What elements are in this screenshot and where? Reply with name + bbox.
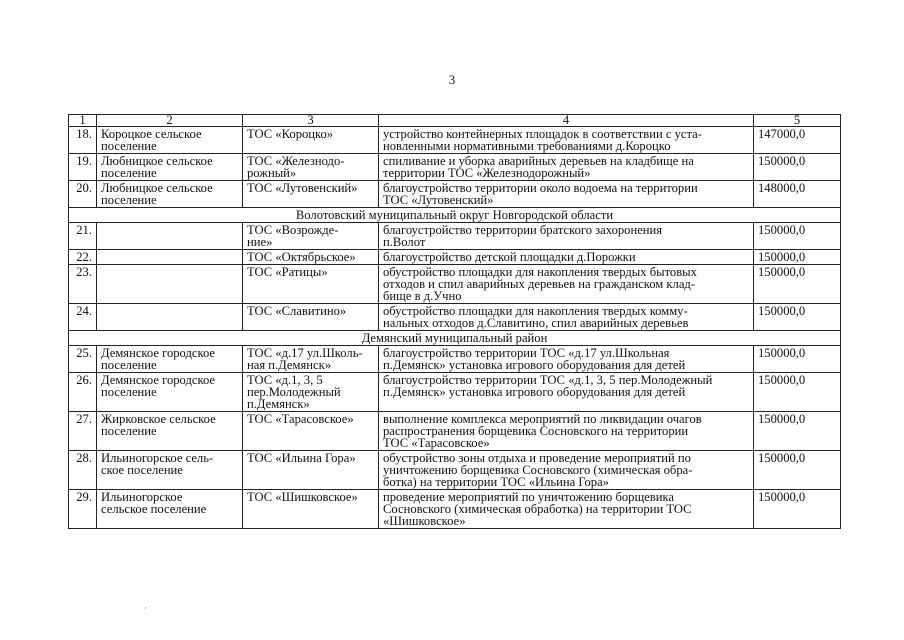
header-col-3: 3 — [243, 115, 379, 127]
row-number: 27. — [69, 412, 97, 451]
section-heading: Демянский муниципальный район — [69, 331, 841, 346]
activity-cell: благоустройство территории братского захоронения п.Волот — [379, 223, 754, 250]
tos-cell: ТОС «Славитино» — [243, 304, 379, 331]
activity-cell: обустройство площадки для накопления твердых бытовых отходов и спил аварийных деревьев на гражданском клад- бище в д.Учно — [379, 265, 754, 304]
row-number: 21. — [69, 223, 97, 250]
row-number: 23. — [69, 265, 97, 304]
tos-cell: ТОС «Короцко» — [243, 127, 379, 154]
activity-cell: благоустройство детской площадки д.Порожки — [379, 250, 754, 265]
footer-mark: · — [144, 603, 147, 613]
activity-cell: благоустройство территории около водоема на территории ТОС «Лутовенский» — [379, 181, 754, 208]
header-col-1: 1 — [69, 115, 97, 127]
table-row — [69, 412, 841, 451]
table-row — [69, 373, 841, 412]
settlement-cell: Жирковское сельское поселение — [97, 412, 243, 451]
amount-cell: 148000,0 — [754, 181, 841, 208]
row-number: 24. — [69, 304, 97, 331]
table-header-row — [69, 115, 841, 127]
table-row — [69, 250, 841, 265]
tos-cell: ТОС «д.17 ул.Школь- ная п.Демянск» — [243, 346, 379, 373]
header-col-5: 5 — [754, 115, 841, 127]
header-col-4: 4 — [379, 115, 754, 127]
table-row — [69, 304, 841, 331]
settlement-cell — [97, 223, 243, 250]
header-col-2: 2 — [97, 115, 243, 127]
activity-cell: проведение мероприятий по уничтожению борщевика Сосновского (химическая обработка) на территории ТОС «Шишковское» — [379, 490, 754, 529]
tos-cell: ТОС «Железнодо- рожный» — [243, 154, 379, 181]
activity-cell: спиливание и уборка аварийных деревьев на кладбище на территории ТОС «Железнодорожный» — [379, 154, 754, 181]
settlement-cell: Ильиногорское сель- ское поселение — [97, 451, 243, 490]
tos-cell: ТОС «д.1, 3, 5 пер.Молодежный п.Демянск» — [243, 373, 379, 412]
row-number: 18. — [69, 127, 97, 154]
section-heading: Волотовский муниципальный округ Новгородской области — [69, 208, 841, 223]
amount-cell: 150000,0 — [754, 250, 841, 265]
row-number: 22. — [69, 250, 97, 265]
row-number: 25. — [69, 346, 97, 373]
activity-cell: благоустройство территории ТОС «д.1, 3, 5 пер.Молодежный п.Демянск» установка игрового оборудования для детей — [379, 373, 754, 412]
row-number: 19. — [69, 154, 97, 181]
page-number: 3 — [448, 72, 456, 87]
tos-cell: ТОС «Лутовенский» — [243, 181, 379, 208]
table-row — [69, 223, 841, 250]
table-row — [69, 181, 841, 208]
tos-cell: ТОС «Шишковское» — [243, 490, 379, 529]
activity-cell: устройство контейнерных площадок в соответствии с уста- новленными нормативными требованиями д.Короцко — [379, 127, 754, 154]
settlement-cell: Ильиногорское сельское поселение — [97, 490, 243, 529]
settlement-cell: Короцкое сельское поселение — [97, 127, 243, 154]
row-number: 26. — [69, 373, 97, 412]
amount-cell: 150000,0 — [754, 346, 841, 373]
tos-cell: ТОС «Ильина Гора» — [243, 451, 379, 490]
settlement-cell: Любницкое сельское поселение — [97, 154, 243, 181]
amount-cell: 150000,0 — [754, 373, 841, 412]
amount-cell: 150000,0 — [754, 490, 841, 529]
settlement-cell — [97, 304, 243, 331]
settlement-cell: Демянское городское поселение — [97, 373, 243, 412]
activity-cell: обустройство площадки для накопления твердых комму- нальных отходов д.Славитино, спил аварийных деревьев — [379, 304, 754, 331]
amount-cell: 150000,0 — [754, 451, 841, 490]
table-row — [69, 127, 841, 154]
table-row — [69, 154, 841, 181]
section-heading-row — [69, 208, 841, 223]
table-row — [69, 490, 841, 529]
row-number: 28. — [69, 451, 97, 490]
amount-cell: 147000,0 — [754, 127, 841, 154]
tos-cell: ТОС «Ратицы» — [243, 265, 379, 304]
activity-cell: обустройство зоны отдыха и проведение мероприятий по уничтожению борщевика Сосновского (химическая обра- ботка) на территории ТОС «Ильина Гора» — [379, 451, 754, 490]
settlement-cell — [97, 250, 243, 265]
amount-cell: 150000,0 — [754, 412, 841, 451]
amount-cell: 150000,0 — [754, 154, 841, 181]
activity-cell: выполнение комплекса мероприятий по ликвидации очагов распространения борщевика Сосновского на территории ТОС «Тарасовское» — [379, 412, 754, 451]
row-number: 29. — [69, 490, 97, 529]
tos-cell: ТОС «Октябрьское» — [243, 250, 379, 265]
settlement-cell: Демянское городское поселение — [97, 346, 243, 373]
activity-cell: благоустройство территории ТОС «д.17 ул.Школьная п.Демянск» установка игрового оборудования для детей — [379, 346, 754, 373]
tos-cell: ТОС «Возрожде- ние» — [243, 223, 379, 250]
amount-cell: 150000,0 — [754, 304, 841, 331]
row-number: 20. — [69, 181, 97, 208]
amount-cell: 150000,0 — [754, 265, 841, 304]
amount-cell: 150000,0 — [754, 223, 841, 250]
tos-cell: ТОС «Тарасовское» — [243, 412, 379, 451]
table-row — [69, 451, 841, 490]
tos-funding-table — [68, 114, 841, 529]
table-row — [69, 265, 841, 304]
settlement-cell: Любницкое сельское поселение — [97, 181, 243, 208]
table-row — [69, 346, 841, 373]
section-heading-row — [69, 331, 841, 346]
settlement-cell — [97, 265, 243, 304]
